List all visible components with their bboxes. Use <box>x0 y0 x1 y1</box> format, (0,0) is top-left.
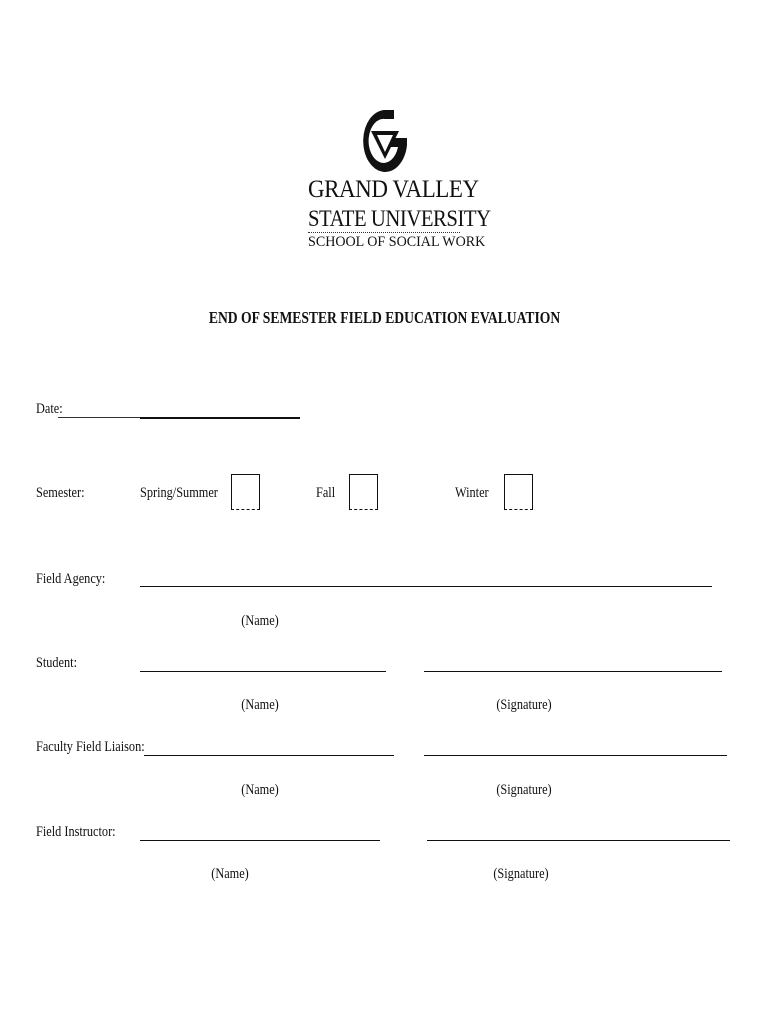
field-agency-name-caption: (Name) <box>241 613 279 629</box>
semester-option-fall: Fall <box>316 485 336 501</box>
field-instructor-label: Field Instructor: <box>36 824 116 840</box>
field-instructor-signature-input[interactable] <box>427 840 730 841</box>
logo-divider <box>308 232 460 233</box>
student-signature-caption: (Signature) <box>496 697 552 713</box>
logo-line-2: STATE UNIVERSITY <box>308 206 491 231</box>
field-agency-input[interactable] <box>140 586 712 587</box>
student-name-input[interactable] <box>140 671 386 672</box>
faculty-liaison-name-caption: (Name) <box>241 782 279 798</box>
faculty-liaison-signature-caption: (Signature) <box>496 782 552 798</box>
field-agency-label: Field Agency: <box>36 571 106 587</box>
field-instructor-name-input[interactable] <box>140 840 380 841</box>
faculty-liaison-label: Faculty Field Liaison: <box>36 739 145 755</box>
logo-school-name: SCHOOL OF SOCIAL WORK <box>308 234 486 250</box>
gv-monogram-icon <box>360 107 410 175</box>
checkbox-spring-summer[interactable] <box>231 474 260 510</box>
semester-option-winter: Winter <box>455 485 489 501</box>
date-field-underline[interactable] <box>140 417 300 419</box>
checkbox-winter[interactable] <box>504 474 533 510</box>
semester-label: Semester: <box>36 485 85 501</box>
date-field[interactable] <box>58 417 140 418</box>
faculty-liaison-name-input[interactable] <box>144 755 394 756</box>
field-instructor-name-caption: (Name) <box>211 866 249 882</box>
faculty-liaison-signature-input[interactable] <box>424 755 727 756</box>
student-label: Student: <box>36 655 78 671</box>
date-label: Date: <box>36 401 63 417</box>
student-name-caption: (Name) <box>241 697 279 713</box>
semester-option-spring-summer: Spring/Summer <box>140 485 218 501</box>
form-title: END OF SEMESTER FIELD EDUCATION EVALUATION <box>209 308 561 327</box>
logo-line-1: GRAND VALLEY <box>308 176 479 203</box>
field-instructor-signature-caption: (Signature) <box>493 866 549 882</box>
checkbox-fall[interactable] <box>349 474 378 510</box>
student-signature-input[interactable] <box>424 671 722 672</box>
